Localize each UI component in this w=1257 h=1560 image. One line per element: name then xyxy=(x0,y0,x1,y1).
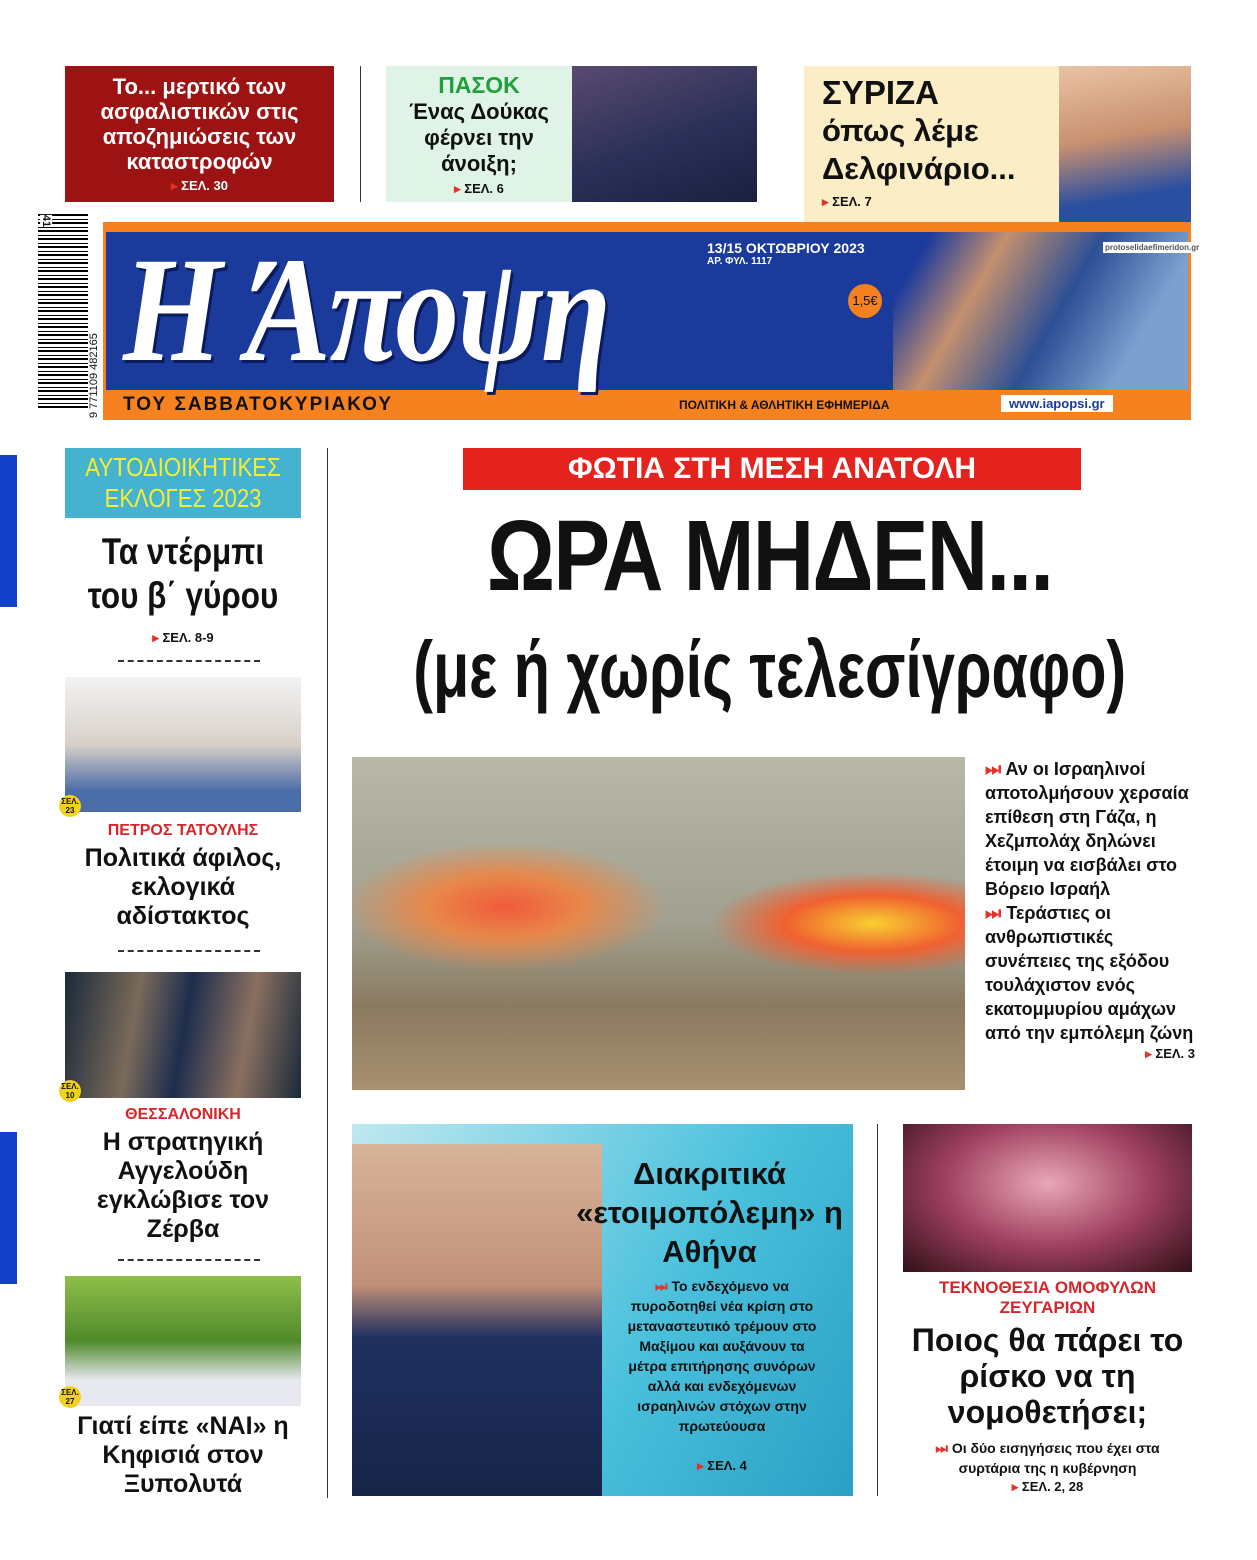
page-ref: ▸ ΣΕΛ. 4 xyxy=(622,1458,822,1474)
divider xyxy=(360,66,361,202)
watermark: protoselidaefimeridon.gr xyxy=(1105,243,1200,252)
story-kicker: ΠΕΤΡΟΣ ΤΑΤΟΥΛΗΣ xyxy=(107,822,259,839)
teaser-insurance[interactable] xyxy=(65,66,334,202)
page-ref: ▸ ΣΕΛ. 30 xyxy=(65,178,334,194)
masthead-title: Η Άποψη xyxy=(123,227,610,393)
elections-banner xyxy=(65,448,301,518)
page-badge: ΣΕΛ. 27 xyxy=(59,1386,81,1408)
barcode xyxy=(38,212,88,408)
page-ref: ▸ ΣΕΛ. 2, 28 xyxy=(903,1479,1192,1495)
page-ref: ▸ ΣΕΛ. 7 xyxy=(822,194,872,210)
masthead xyxy=(103,222,1200,420)
masthead-subtitle: ΤΟΥ ΣΑΒΒΑΤΟΚΥΡΙΑΚΟΥ xyxy=(123,394,394,415)
tatoulis-photo xyxy=(65,677,301,812)
tagline: ΠΟΛΙΤΙΚΗ & ΑΘΛΗΤΙΚΗ ΕΦΗΜΕΡΙΔΑ xyxy=(679,398,890,412)
page-ref: ▸ ΣΕΛ. 8-9 xyxy=(65,630,301,646)
page-ref: ▸ ΣΕΛ. 3 xyxy=(985,1045,1195,1063)
headline-line2: (με ή χωρίς τελεσίγραφο) xyxy=(413,625,1127,714)
mitsotakis-photo xyxy=(352,1144,602,1496)
cover-photo xyxy=(893,232,1188,390)
teaser-title: Ένας Δούκας φέρνει την άνοιξη; xyxy=(409,99,549,176)
teaser-kicker: ΣΥΡΙΖΑ xyxy=(822,74,939,111)
column-divider xyxy=(327,448,328,1498)
athens-title: Διακριτικά «ετοιμοπόλεμη» η Αθήνα xyxy=(576,1156,843,1269)
elections-banner-text: ΑΥΤΟΔΙΟΙΚΗΤΙΚΕΣ ΕΚΛΟΓΕΣ 2023 xyxy=(85,452,281,513)
teaser-pasok[interactable] xyxy=(386,66,757,202)
page-badge: ΣΕΛ. 23 xyxy=(59,795,81,817)
athens-story[interactable] xyxy=(352,1124,853,1496)
page-ref: ▸ ΣΕΛ. 6 xyxy=(386,181,572,197)
headline-line1: ΩΡΑ ΜΗΔΕΝ... xyxy=(487,500,1053,612)
main-kicker: ΦΩΤΙΑ ΣΤΗ ΜΕΣΗ ΑΝΑΤΟΛΗ xyxy=(463,448,1081,490)
sidebar-lead-title[interactable] xyxy=(65,530,301,618)
story-title[interactable]: Πολιτικά άφιλος, εκλογικά αδίστακτος xyxy=(84,844,282,930)
page-badge: ΣΕΛ. 10 xyxy=(59,1080,81,1102)
main-headline[interactable] xyxy=(350,500,1190,612)
adoption-photo xyxy=(903,1124,1192,1272)
divider xyxy=(118,660,260,662)
adoption-text: ⏭ Οι δύο εισηγήσεις που έχει στα συρτάρια της η κυβέρνηση xyxy=(910,1438,1185,1478)
artillery-photo xyxy=(352,757,965,1090)
bullet: ⏭ Αν οι Ισραηλινοί αποτολμήσουν χερσαία επίθεση στη Γάζα, η Χεζμπολάχ δηλώνει έτοιμη να εισβάλει στο Βόρειο Ισραήλ xyxy=(985,757,1195,901)
divider xyxy=(118,950,260,952)
issue-date: 13/15 ΟΚΤΩΒΡΙΟΥ 2023 xyxy=(707,240,865,256)
barcode-addon: 41 xyxy=(40,214,53,228)
website-link[interactable]: www.iapopsi.gr xyxy=(1001,395,1113,412)
price-badge: 1,5€ xyxy=(848,284,882,318)
athens-text: ⏭ Το ενδεχόμενο να πυροδοτηθεί νέα κρίση στο μεταναστευτικό τρέμουν στο Μαξίμου και αυξάνουν τα μέτρα επιτήρησης συνόρων αλλά και ενδεχόμενων ισραηλινών στόχων στην πρωτεύουσα xyxy=(622,1276,822,1436)
barcode-number: 9 771109 482165 xyxy=(88,333,100,418)
divider xyxy=(118,1259,260,1261)
lead-title-text: Τα ντέρμπι του β΄ γύρου xyxy=(87,531,279,616)
issue-number: ΑΡ. ΦΥΛ. 1117 xyxy=(707,256,773,267)
adoption-title[interactable]: Ποιος θα πάρει το ρίσκο να τη νομοθετήσει; xyxy=(911,1322,1184,1430)
adoption-kicker: ΤΕΚΝΟΘΕΣΙΑ ΟΜΟΦΥΛΩΝ ΖΕΥΓΑΡΙΩΝ xyxy=(938,1278,1157,1317)
syriza-photo xyxy=(1059,66,1191,222)
story-kicker: ΘΕΣΣΑΛΟΝΙΚΗ xyxy=(125,1106,241,1123)
teaser-title: όπως λέμε Δελφινάριο... xyxy=(822,113,1016,186)
teaser-kicker: ΠΑΣΟΚ xyxy=(438,72,520,98)
teaser-title: Το... μερτικό των ασφαλιστικών στις αποζημιώσεις των καταστροφών xyxy=(100,74,299,174)
teaser-syriza[interactable] xyxy=(804,66,1191,222)
pasok-photo xyxy=(572,66,757,202)
story-title[interactable]: Γιατί είπε «ΝΑΙ» η Κηφισιά στον Ξυπολυτά xyxy=(77,1412,289,1498)
edge-marker xyxy=(0,1132,17,1284)
story-title[interactable]: Η στρατηγική Αγγελούδη εγκλώβισε τον Ζέρβα xyxy=(96,1128,270,1243)
thessaloniki-photo xyxy=(65,972,301,1098)
edge-marker xyxy=(0,455,17,607)
main-bullets xyxy=(985,757,1195,1063)
bullet: ⏭ Τεράστιες οι ανθρωπιστικές συνέπειες της εξόδου τουλάχιστον ενός εκατομμυρίου αμάχων από την εμπόλεμη ζώνη xyxy=(985,901,1195,1045)
column-divider xyxy=(877,1124,878,1496)
kifisia-photo xyxy=(65,1276,301,1406)
main-subheadline[interactable] xyxy=(340,620,1200,720)
